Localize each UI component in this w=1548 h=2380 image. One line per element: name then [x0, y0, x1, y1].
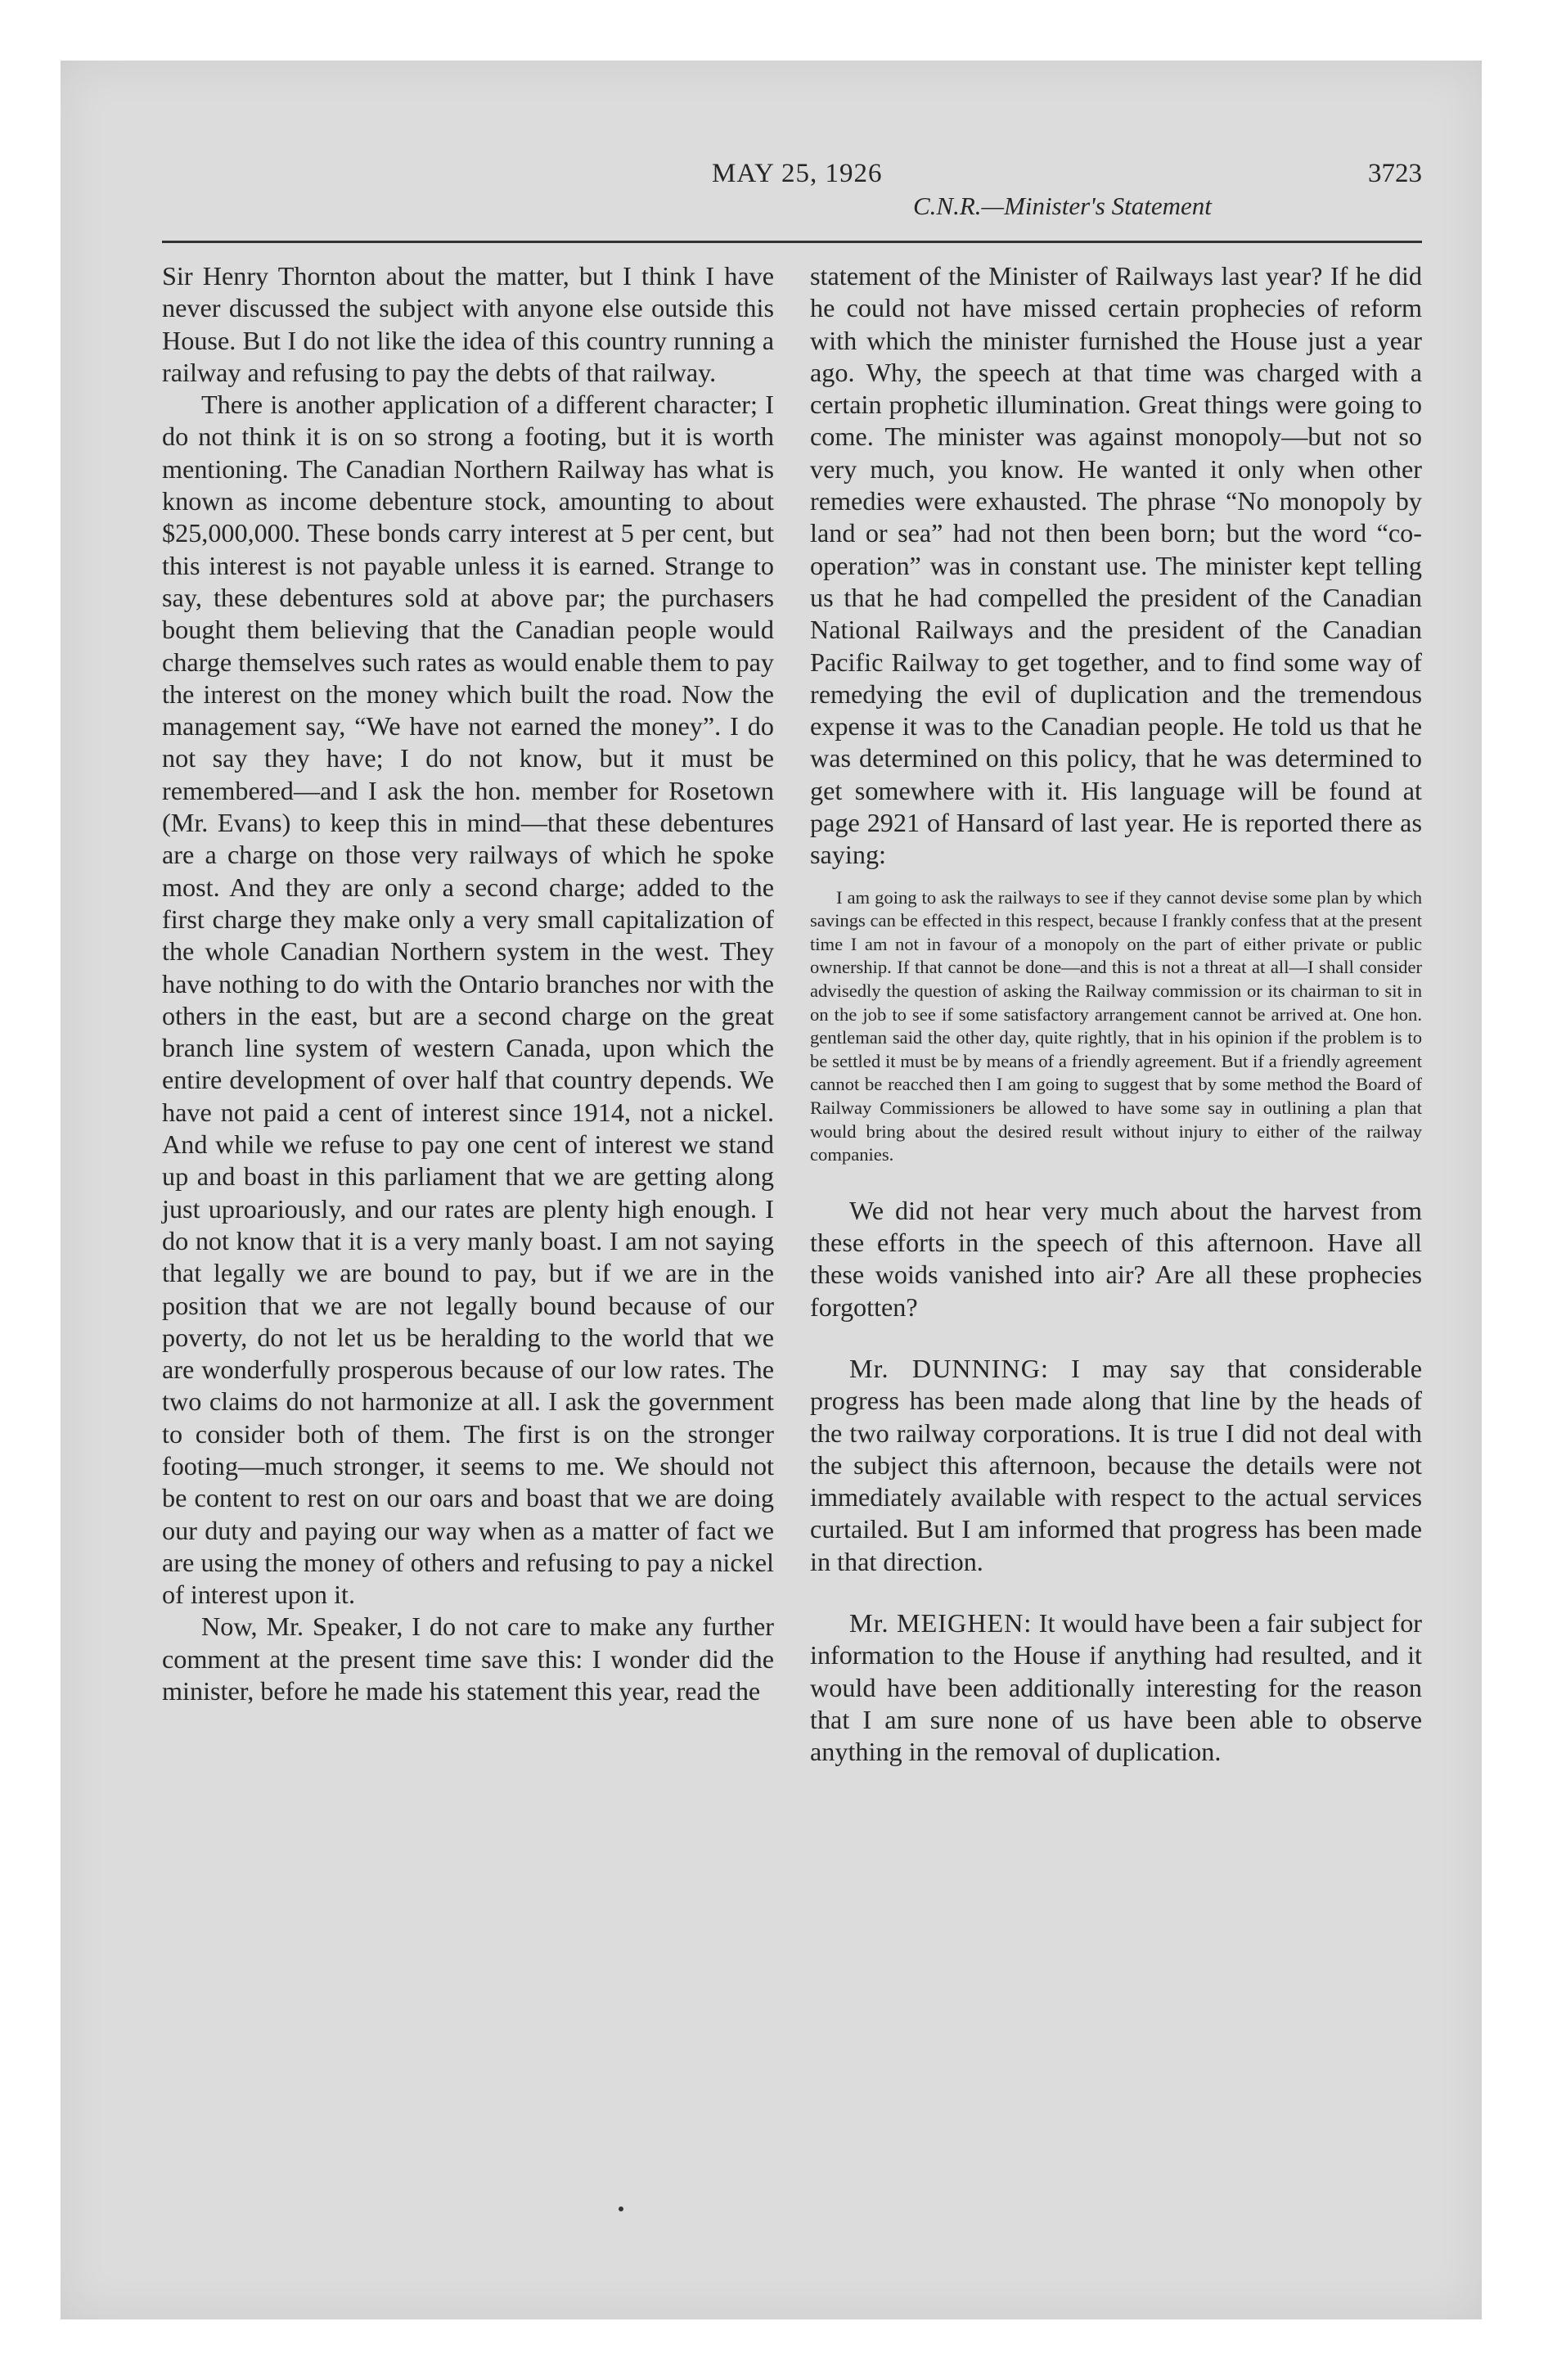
right-paragraph-1: statement of the Minister of Railways last year? If he did he could not have missed certain prophecies of reform with which the minister furnished the House just a year ago. Why, the speech at that time was charged with a certain prophetic illumination. Great things were going to come. The minister was against monopoly—but not so very much, you know. He wanted it only when other remedies were exhausted. The phrase “No monopoly by land or sea” had not then been born; but the word “co-operation” was in constant use. The minister kept telling us that he had compelled the president of the Canadian National Railways and the president of the Canadian Pacific Railway to get together, and to find some way of remedying the evil of duplication and the tremendous expense it was to the Canadian people. He told us that he was determined on this policy, that he was determined to get somewhere with it. His language will be found at page 2921 of Hansard of last year. He is reported there as saying:: [810, 261, 1422, 870]
page-number: 3723: [1368, 159, 1422, 188]
left-paragraph-1: Sir Henry Thornton about the matter, but I think I have never discussed the subject with anyone else outside this House. But I do not like the idea of this country running a railway and refusing to pay the debts of that railway.: [162, 261, 774, 387]
running-title: C.N.R.—Minister's Statement: [913, 192, 1212, 220]
hansard-quote: [810, 886, 1422, 1167]
speaker-dunning: Mr. DUNNING:: [849, 1353, 1049, 1383]
speech-meighen-text: It would have been a fair subject for information to the House if anything had resulted, and it would have been additionally interesting for the reason that I am sure none of us have been able to observe anything in the removal of duplication.: [810, 1608, 1423, 1767]
left-column: [162, 260, 774, 1707]
page-header: [162, 159, 1422, 220]
speaker-meighen: Mr. MEIGHEN:: [849, 1608, 1033, 1639]
header-rule: [162, 241, 1422, 243]
speech-dunning: [810, 1353, 1422, 1578]
quote-text: I am going to ask the railways to see if they cannot devise some plan by which savings can be effected in this respect, because I frankly confess that at the present time I am not in favour of a monopoly on the part of either private or public ownership. If that cannot be done—and this is not a threat at all—I shall consider advisedly the question of asking the Railway commission or its chairman to sit in on the job to see if some satisfactory arrangement cannot be arrived at. One hon. gentleman said the other day, quite rightly, that in his opinion if the problem is to be settled it must be by means of a friendly agreement. But if a friendly agreement cannot be reacched then I am going to suggest that by some method the Board of Railway Commissioners be allowed to have some say in outlining a plan that would bring about the desired result without injury to either of the railway companies.: [810, 886, 1422, 1165]
header-date: MAY 25, 1926: [712, 159, 883, 188]
ink-dot: [619, 2206, 623, 2211]
speech-meighen: [810, 1607, 1422, 1768]
left-paragraph-3: Now, Mr. Speaker, I do not care to make any further comment at the present time save this: I wonder did the minister, before he made his statement this year, read the: [162, 1611, 774, 1706]
right-column: [810, 260, 1422, 1769]
left-paragraph-2: There is another application of a different character; I do not think it is on so strong a footing, but it is worth mentioning. The Canadian Northern Railway has what is known as income debenture stock, amounting to about $25,000,000. These bonds carry interest at 5 per cent, but this interest is not payable unless it is earned. Strange to say, these debentures sold at above par; the purchasers bought them believing that the Canadian people would charge themselves such rates as would enable them to pay the interest on the money which built the road. Now the management say, “We have not earned the money”. I do not say they have; I do not know, but it must be remembered—and I ask the hon. member for Rosetown (Mr. Evans) to keep this in mind—that these debentures are a charge on those very railways of which he spoke most. And they are only a second charge; added to the first charge they make only a very small capitalization of the whole Canadian Northern system in the west. They have nothing to do with the Ontario branches nor with the others in the east, but are a second charge on the great branch line system of western Canada, upon which the entire development of over half that country depends. We have not paid a cent of interest since 1914, not a nickel. And while we refuse to pay one cent of interest we stand up and boast in this parliament that we are getting along just uproariously, and our rates are plenty high enough. I do not know that it is a very manly boast. I am not saying that legally we are bound to pay, but if we are in the position that we are not legally bound because of our poverty, do not let us be heralding to the world that we are wonderfully prosperous because of our low rates. The two claims do not harmonize at all. I ask the government to consider both of them. The first is on the stronger footing—much stronger, it seems to me. We should not be content to rest on our oars and boast that we are doing our duty and paying our way when as a matter of fact we are using the money of others and refusing to pay a nickel of interest upon it.: [162, 390, 774, 1610]
speech-dunning-text: I may say that considerable progress has been made along that line by the heads of the two railway corporations. It is true I did not deal with the subject this afternoon, because the details were not immediately available with respect to the actual services curtailed. But I am informed that progress has been made in that direction.: [810, 1353, 1422, 1576]
right-paragraph-2: We did not hear very much about the harvest from these efforts in the speech of this afternoon. Have all these woids vanished into air? Are all these prophecies forgotten?: [810, 1195, 1422, 1322]
